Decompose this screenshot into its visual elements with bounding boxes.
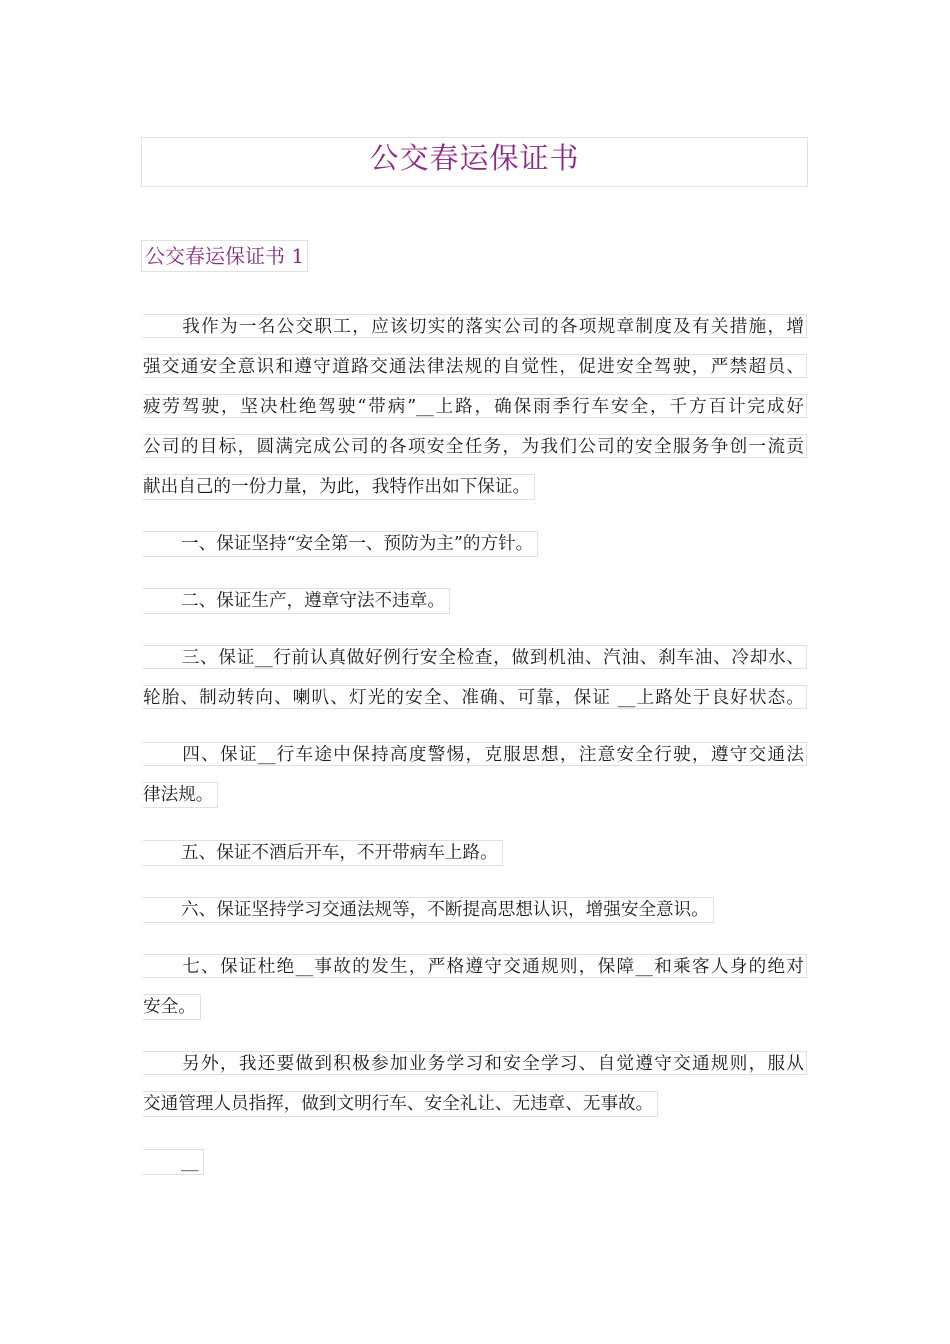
paragraph-line: 交通管理人员指挥，做到文明行车、安全礼让、无违章、无事故。 bbox=[143, 1083, 807, 1123]
document-title: 公交春运保证书 bbox=[369, 141, 580, 175]
title-box bbox=[141, 137, 808, 187]
paragraph-item-5 bbox=[143, 832, 807, 872]
paragraph-line: 五、保证不酒后开车，不开带病车上路。 bbox=[143, 832, 807, 872]
paragraph-line: 另外，我还要做到积极参加业务学习和安全学习、自觉遵守交通规则，服从 bbox=[143, 1043, 807, 1083]
paragraph-item-7 bbox=[143, 946, 807, 1026]
paragraph-line: 三、保证__行前认真做好例行安全检查，做到机油、汽油、刹车油、冷却水、 bbox=[143, 637, 807, 677]
paragraph-line: 安全。 bbox=[143, 986, 807, 1026]
paragraph-item-6 bbox=[143, 889, 807, 929]
paragraph-item-4 bbox=[143, 734, 807, 814]
paragraph-item-1 bbox=[143, 523, 807, 563]
paragraph-line: 四、保证__行车途中保持高度警惕，克服思想，注意安全行驶，遵守交通法 bbox=[143, 734, 807, 774]
paragraph-item-2 bbox=[143, 580, 807, 620]
paragraph-line: 疲劳驾驶，坚决杜绝驾驶“带病”__上路，确保雨季行车安全，千方百计完成好 bbox=[143, 386, 807, 426]
paragraph-trailing bbox=[143, 1141, 807, 1181]
paragraph-line: 我作为一名公交职工，应该切实的落实公司的各项规章制度及有关措施，增 bbox=[143, 306, 807, 346]
paragraph-line: 六、保证坚持学习交通法规等，不断提高思想认识，增强安全意识。 bbox=[143, 889, 807, 929]
paragraph-line bbox=[143, 1141, 807, 1181]
paragraph-line: 七、保证杜绝__事故的发生，严格遵守交通规则，保障__和乘客人身的绝对 bbox=[143, 946, 807, 986]
paragraph-line: 一、保证坚持“安全第一、预防为主”的方针。 bbox=[143, 523, 807, 563]
section-heading: 公交春运保证书 1 bbox=[141, 240, 308, 272]
paragraph-line: 公司的目标，圆满完成公司的各项安全任务，为我们公司的安全服务争创一流贡 bbox=[143, 426, 807, 466]
paragraph-line: 轮胎、制动转向、喇叭、灯光的安全、准确、可靠，保证 __上路处于良好状态。 bbox=[143, 677, 807, 717]
paragraph-line: 律法规。 bbox=[143, 774, 807, 814]
paragraph-line: 二、保证生产，遵章守法不违章。 bbox=[143, 580, 807, 620]
paragraph-item-3 bbox=[143, 637, 807, 717]
paragraph-line: 强交通安全意识和遵守道路交通法律法规的自觉性，促进安全驾驶，严禁超员、 bbox=[143, 346, 807, 386]
blank-underline: __ bbox=[181, 1152, 199, 1172]
paragraph-line: 献出自己的一份力量，为此，我特作出如下保证。 bbox=[143, 466, 807, 506]
paragraph-intro bbox=[143, 306, 807, 506]
paragraph-additional bbox=[143, 1043, 807, 1123]
